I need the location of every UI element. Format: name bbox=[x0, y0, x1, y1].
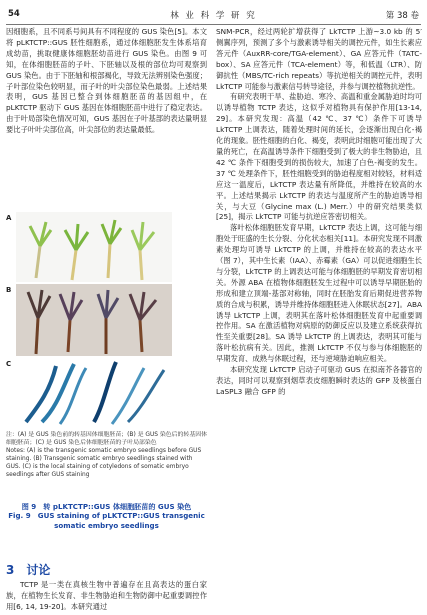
figure-title-zh: 图 9 转 pLKTCTP::GUS 体细胞胚苗的 GUS 染色 bbox=[21, 502, 192, 511]
right-paragraph-2: 有研究表明干旱、盐胁迫、寒冷、高温和重金属胁迫时均可以诱导植物 TCTP 表达，这似乎对植物具有保护作用[13-14, 29]。本研究发现：高温（42 ℃、37 ℃）条件下可诱导 LkTCTP 上调表达，随着处理时间的延长，会逐渐出现白化-褐化的现象。胚性细胞的白化、褐变，表明此时细胞可能出现了大量的死亡，在高温诱导条件下细胞受到了极大的非生物胁迫，且 42 ℃ 条件下细胞受到的损伤较大，加速了白色-褐变的发生。37 ℃ 处理条件下，胚性细胞受到的胁迫程度相对较轻，材料适应这一温度后，LkTCTP 表达量有所降低，并维持在较高的水平。上述结果揭示 LkTCTP 的表达与温度所产生的胁迫诱导相关，与大豆（Glycine max (L.) Merr.）中的研究结果类似[25]，揭示 LkTCTP 可能与抗逆应答密切相关。 bbox=[216, 92, 422, 222]
panel-label-a: A bbox=[6, 214, 12, 222]
journal-title: 林 业 科 学 研 究 bbox=[170, 11, 257, 21]
seedlings-before-staining-image bbox=[16, 212, 172, 282]
panel-label-c: C bbox=[6, 360, 12, 368]
page-header bbox=[6, 6, 421, 25]
panel-a-image bbox=[16, 212, 172, 282]
panel-label-b: B bbox=[6, 286, 12, 294]
figure-caption-notes bbox=[6, 431, 207, 480]
right-paragraph-4: 本研究发现 LkTCTP 启动子可驱动 GUS 在拟南芥各器官的表达，同时可以观察到烟草表皮细胞瞬时表达的 GFP 及核蛋白 LaSPL3 融合 GFP 的 bbox=[216, 365, 422, 396]
left-paragraph: 因细胞系，且不同系号间具有不同程度的 GUS 染色[5]。本文将 pLKTCTP::GUS 胚性细胞系，通过体细胞胚发生体系培育成幼苗，挑取健康体细胞胚幼苗进行 GUS 染色。由图 9 可知，在体细胞胚苗的子叶、下胚轴以及根的部位均可观察到 GUS 染色。由于下胚轴和根部褐化，导致无法辨别染色强度；子叶部位染色较明显，而子叶的叶尖部位染色最弱。上述结果表明，GUS 基因已整合到体细胞胚苗的基因组中，在 pLKTCTP 驱动下 GUS 基因在体细胞胚苗中进行了稳定表达。由于叶局部染色情况可知，GUS 基因在子叶基部的表达量明显要比子叶叶尖部位高，叶尖部位的表达量最低。 bbox=[6, 27, 207, 135]
figure-title-en: Fig. 9 GUS staining of pLKTCTP::GUS transgenic somatic embryo seedlings bbox=[8, 511, 205, 530]
right-column-text bbox=[216, 27, 422, 398]
figure-caption-title bbox=[6, 502, 207, 530]
section-heading: 3 讨论 bbox=[6, 563, 51, 577]
cotyledon-local-staining-image bbox=[16, 358, 172, 426]
panel-c-image bbox=[16, 358, 172, 426]
left-column-text bbox=[6, 27, 207, 136]
page-number: 54 bbox=[8, 9, 20, 19]
seedlings-after-staining-image bbox=[16, 284, 172, 356]
panel-b-image bbox=[16, 284, 172, 356]
discussion-text bbox=[6, 580, 207, 613]
caption-notes-zh: 注：(A) 是 GUS 染色前的转基因体细胞胚苗；(B) 是 GUS 染色后的转基因体细胞胚苗；(C) 是 GUS 染色后体细胞胚苗的子叶局部染色 bbox=[6, 432, 207, 447]
volume-label: 第 38 卷 bbox=[385, 11, 419, 21]
caption-notes-en: Notes: (A) is the transgenic somatic embryo seedlings before GUS staining. (B) Transgenic somatic embryo seedlings stained with GUS. (C) is the local staining of cotyledons of somatic embryo seedlings after GUS staining bbox=[6, 448, 202, 479]
right-paragraph-1: SNM-PCR，经过两轮扩增获得了 LkTCTP 上游~3.0 kb 的 5′侧翼序列，预测了多个与激素诱导相关的调控元件，如生长素应答元件（AuxRR-core/TGA-element）、GA 应答元件（TATC-box）、SA 应答元件（TCA-element）等，和低温（LTR）、防御抗性（MBS/TC-rich repeats）等抗逆相关的调控元件，表明 LkTCTP 可能参与激素信号转导途径，并参与调控植物抗逆性。 bbox=[216, 27, 422, 91]
figure-9 bbox=[6, 212, 207, 426]
right-paragraph-3: 落叶松体细胞胚发育早期，LkTCTP 表达上调，这可能与细胞处于旺盛的生长分裂、分化状态相关[11]。本研究发现不同激素处理均可诱导 LkTCTP 的上调，并维持在较高的表达水平（图 7），其中生长素（IAA）、赤霉素（GA）可以促进细胞生长与分裂，LkTCTP 的上调表达可能与体细胞胚的早期发育密切相关。外源 ABA 在植物体细胞胚发生过程中可以诱导早期胚胎的形成和建立顶端-基部对称轴，同时在胚胎发育后期促进营养物质的合成与积累，诱导并维持体细胞胚进入休眠状态[27]。ABA 诱导 LkTCTP 上调，表明其在落叶松体细胞胚发育中起重要调控作用。SA 在激活植物对病原的防御反应以及建立系统获得抗性至关重要[28]。SA 诱导 LkTCTP 的上调表达，表明其可能与落叶松抗病有关。因此，推测 LkTCTP 不仅与参与体细胞胚的早期发育、成熟与休眠过程，还与逆境胁迫响应相关。 bbox=[216, 223, 422, 364]
discussion-paragraph: TCTP 是一类在真核生物中普遍存在且高表达的蛋白家族，在植物生长发育、非生物胁迫和生物防御中起重要调控作用[6, 14, 19-20]。本研究通过 bbox=[6, 580, 207, 611]
